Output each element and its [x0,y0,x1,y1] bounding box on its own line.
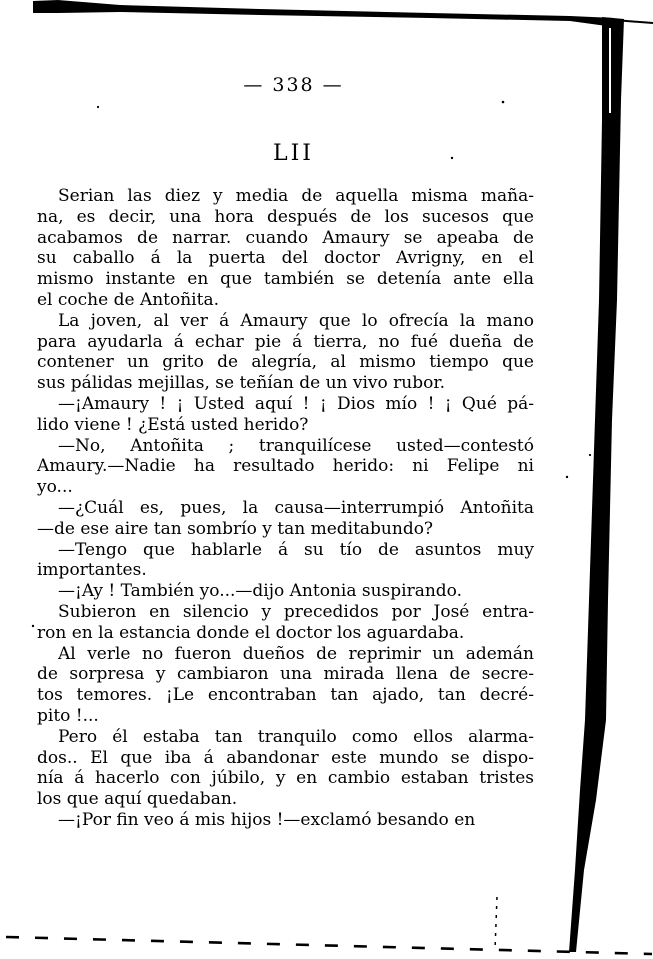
paragraph [37,436,534,498]
text-line: —¡Amaury ! ¡ Usted aquí ! ¡ Dios mío ! ¡ Qué pá- [58,393,534,414]
paragraph [37,186,534,311]
text-line: Amaury.—Nadie ha resultado herido: ni Felipe ni [37,456,534,477]
text-line: los que aquí quedaban. [37,789,238,810]
text-line: —Tengo que hablarle á su tío de asuntos muy [58,539,534,560]
paragraph [37,602,534,644]
paragraph [37,644,534,727]
paragraph [37,311,534,394]
text-line: yo... [37,477,73,498]
page-number: — 338 — [243,74,344,96]
text-line: sus pálidas mejillas, se teñían de un vivo rubor. [37,373,446,394]
paragraph [37,581,534,602]
text-line: —¿Cuál es, pues, la causa—interrumpió Antoñita [58,497,534,518]
text-line: mismo instante en que también se detenía ante ella [37,269,534,290]
text-line: na, es decir, una hora después de los sucesos que [37,206,534,227]
chapter-heading: LII [273,141,314,166]
scan-artifact-top-edge [33,0,614,27]
text-line: ron en la estancia donde el doctor los aguardaba. [37,622,465,643]
paragraph [37,540,534,582]
text-line: dos.. El que iba á abandonar este mundo se dispo- [37,747,534,768]
text-line: tos temores. ¡Le encontraban tan ajado, tan decré- [37,685,534,706]
text-line: —¡Por fin veo á mis hijos !—exclamó besando en [58,809,476,830]
scan-artifact-right-edge [569,17,624,952]
text-line: nía á hacerlo con júbilo, y en cambio estaban tristes [37,768,534,789]
text-line: pito !... [37,705,99,726]
text-line: acabamos de narrar. cuando Amaury se apeaba de [37,227,534,248]
paragraph [37,498,534,540]
text-line: de sorpresa y cambiaron una mirada llena de secre- [37,664,534,685]
scan-artifact-bottom-dashed-line [6,937,652,954]
text-line: —¡Ay ! También yo...—dijo Antonia suspirando. [58,581,463,602]
scan-artifact-fold-mark [495,897,497,950]
text-line: para ayudarla á echar pie á tierra, no fué dueña de [37,331,534,352]
text-line: lido viene ! ¿Está usted herido? [37,414,309,435]
scan-artifact-top-right-line [614,20,653,23]
text-line: Subieron en silencio y precedidos por José entra- [58,601,534,622]
paragraph [37,810,534,831]
text-line: La joven, al ver á Amaury que lo ofrecía la mano [58,310,534,331]
scan-artifact-white-streak [609,28,611,113]
text-line: contener un grito de alegría, al mismo tiempo que [37,352,534,373]
text-line: —No, Antoñita ; tranquilícese usted—contestó [58,435,534,456]
text-line: —de ese aire tan sombrío y tan meditabundo? [37,518,434,539]
paragraph [37,394,534,436]
text-line: importantes. [37,560,147,581]
text-line: el coche de Antoñita. [37,289,219,310]
body-text [37,186,534,831]
text-line: Al verle no fueron dueños de reprimir un ademán [58,643,534,664]
text-line: su caballo á la puerta del doctor Avrigny, en el [37,248,534,269]
text-line: Pero él estaba tan tranquilo como ellos alarma- [58,726,534,747]
paragraph [37,727,534,810]
text-line: Serian las diez y media de aquella misma maña- [58,186,534,206]
